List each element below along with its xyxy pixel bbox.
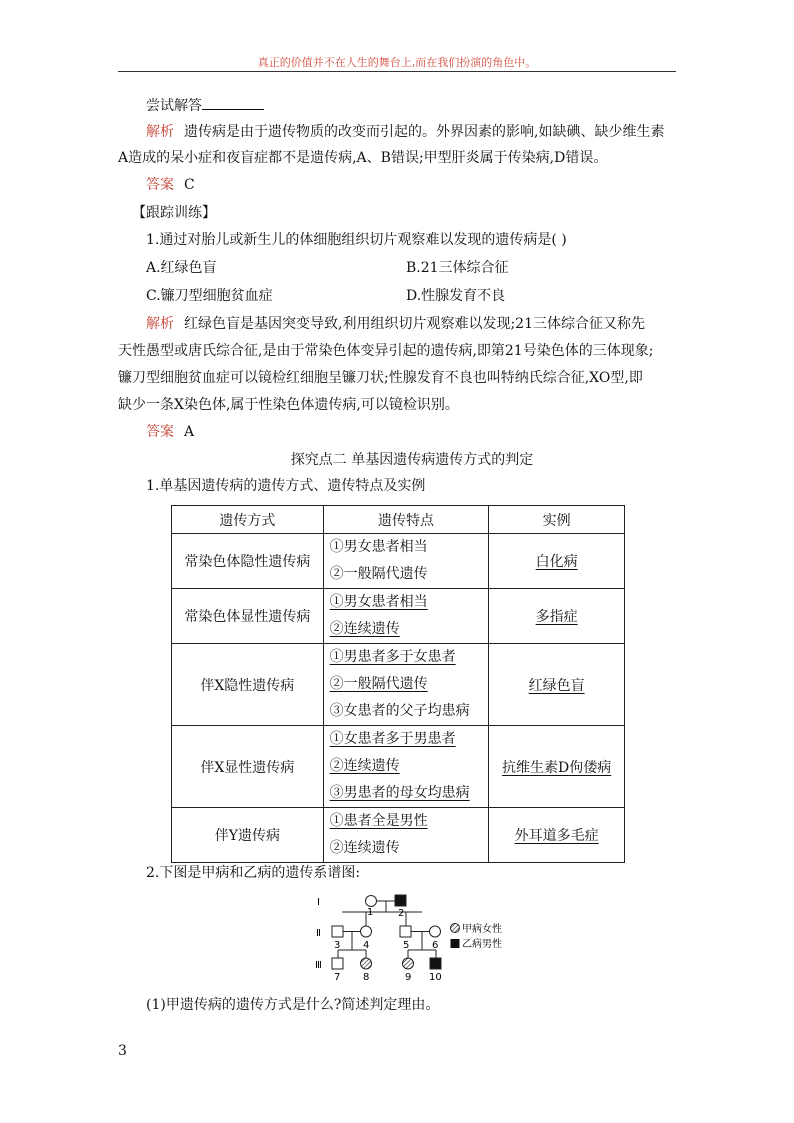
table-row: [172, 589, 625, 644]
table-row: [172, 534, 625, 589]
example-cell: 红绿色盲: [489, 644, 625, 726]
table-header: 遗传方式: [172, 506, 324, 534]
feature-cell: ①患者全是男性 ②连续遗传: [323, 808, 489, 863]
analysis2-line2: 天性愚型或唐氏综合征,是由于常染色体变异引起的遗传病,即第21号染色体的三体现象;: [118, 343, 654, 359]
analysis-tag: 解析: [146, 124, 174, 140]
try-answer-label: 尝试解答: [146, 98, 202, 114]
feature-cell: ①男女患者相当 ②连续遗传: [323, 589, 489, 644]
pedigree-svg: [312, 888, 512, 984]
table-header-row: [172, 506, 625, 534]
example-cell: 外耳道多毛症: [489, 808, 625, 863]
individual-7: [332, 958, 343, 969]
item2-title: 2.下图是甲病和乙病的遗传系谱图:: [146, 865, 361, 881]
answer-tag: 答案: [146, 424, 174, 440]
table-header: 遗传特点: [323, 506, 489, 534]
mode-cell: 伴Y遗传病: [172, 808, 324, 863]
generation-label: Ⅱ: [316, 928, 321, 939]
individual-number: 8: [363, 972, 370, 983]
analysis2-line4: 缺少一条X染色体,属于性染色体遗传病,可以镜检识别。: [118, 397, 459, 413]
individual-5: [400, 926, 411, 937]
feature-cell: ①男患者多于女患者 ②一般隔代遗传 ③女患者的父子均患病: [323, 644, 489, 726]
mode-cell: 伴X隐性遗传病: [172, 644, 324, 726]
individual-10: [430, 958, 441, 969]
individual-3: [332, 926, 343, 937]
individual-8: [361, 958, 372, 969]
analysis1-line1: 解析 遗传病是由于遗传物质的改变而引起的。外界因素的影响,如缺碘、缺少维生素: [146, 124, 665, 140]
mode-cell: 常染色体显性遗传病: [172, 589, 324, 644]
section-title: 探究点二 单基因遗传病遗传方式的判定: [290, 452, 534, 468]
table-row: [172, 808, 625, 863]
pedigree-chart: [312, 888, 512, 984]
legend-female-icon: [451, 924, 460, 933]
answer-value: C: [184, 177, 195, 193]
generation-label: Ⅲ: [315, 960, 322, 971]
feature-cell: ①男女患者相当 ②一般隔代遗传: [323, 534, 489, 589]
individual-number: 1: [367, 907, 374, 918]
individual-number: 3: [334, 940, 341, 951]
followup-title: 【跟踪训练】: [132, 205, 216, 221]
individual-number: 4: [363, 940, 370, 951]
individual-number: 9: [405, 972, 412, 983]
individual-number: 2: [398, 908, 405, 919]
item1-title: 1.单基因遗传病的遗传方式、遗传特点及实例: [146, 478, 426, 494]
mode-cell: 常染色体隐性遗传病: [172, 534, 324, 589]
individual-number: 10: [429, 972, 442, 983]
legend-label: 乙病男性: [462, 939, 502, 950]
example-cell: 白化病: [489, 534, 625, 589]
header-motto: 真正的价值并不在人生的舞台上,而在我们扮演的角色中。: [257, 56, 537, 69]
analysis2-line1: 解析 红绿色盲是基因突变导致,利用组织切片观察难以发现;21三体综合征又称先: [146, 316, 645, 332]
answer-value: A: [184, 424, 195, 440]
table-header: 实例: [489, 506, 625, 534]
feature-cell: ①女患者多于男患者 ②连续遗传 ③男患者的母女均患病: [323, 726, 489, 808]
table-row: [172, 644, 625, 726]
inheritance-table: [171, 505, 625, 863]
example-cell: 多指症: [489, 589, 625, 644]
q1-option-b: B.21三体综合征: [406, 260, 509, 276]
q1-option-d: D.性腺发育不良: [406, 288, 506, 304]
generation-label: Ⅰ: [317, 897, 320, 908]
question-1: (1)甲遗传病的遗传方式是什么?简述判定理由。: [146, 997, 440, 1013]
try-answer-line: [118, 95, 706, 117]
analysis-tag: 解析: [146, 316, 174, 332]
answer-tag: 答案: [146, 177, 174, 193]
analysis1-line2: A造成的呆小症和夜盲症都不是遗传病,A、B错误;甲型肝炎属于传染病,D错误。: [118, 150, 608, 166]
q1-stem: 1.通过对胎儿或新生儿的体细胞组织切片观察难以发现的遗传病是( ): [146, 232, 567, 248]
legend-label: 甲病女性: [462, 924, 502, 935]
individual-1: [366, 896, 377, 907]
individual-number: 7: [334, 972, 341, 983]
header-rule: [118, 71, 676, 72]
example-cell: 抗维生素D佝偻病: [489, 726, 625, 808]
individual-number: 6: [432, 940, 439, 951]
individual-2: [395, 895, 406, 906]
individual-9: [403, 958, 414, 969]
individual-6: [430, 926, 441, 937]
analysis2-line3: 镰刀型细胞贫血症可以镜检红细胞呈镰刀状;性腺发育不良也叫特纳氏综合征,XO型,即: [118, 370, 643, 386]
table-row: [172, 726, 625, 808]
answer2: [118, 421, 706, 443]
answer1: [118, 174, 706, 196]
answer-blank: [202, 95, 264, 110]
page-number: 3: [118, 1043, 127, 1059]
individual-4: [361, 926, 372, 937]
individual-number: 5: [403, 940, 410, 951]
q1-option-a: A.红绿色盲: [146, 260, 217, 276]
q1-option-c: C.镰刀型细胞贫血症: [146, 288, 273, 304]
legend-male-icon: [451, 939, 460, 948]
mode-cell: 伴X显性遗传病: [172, 726, 324, 808]
